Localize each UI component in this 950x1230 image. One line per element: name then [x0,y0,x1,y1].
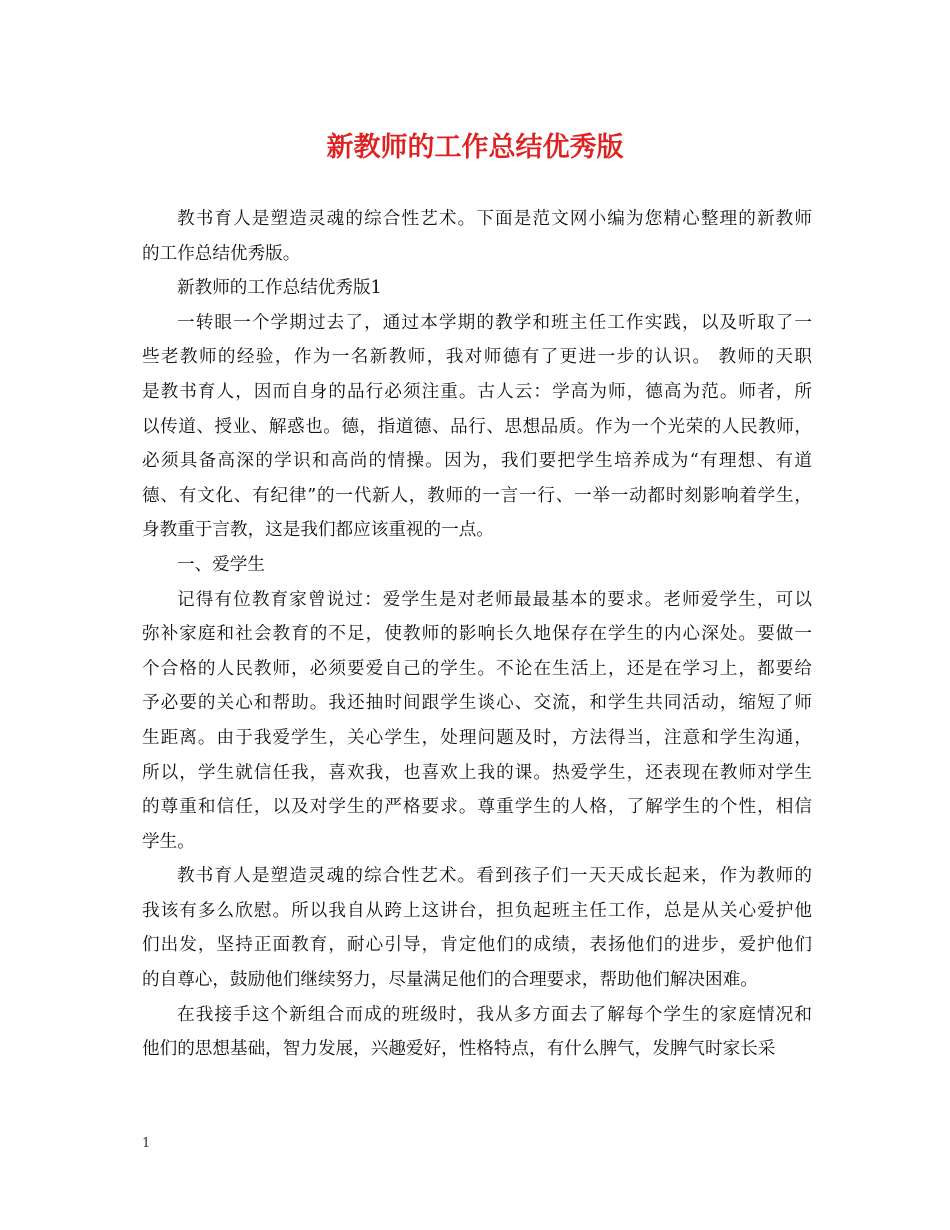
paragraph-line: 在我接手这个新组合而成的班级时，我从多方面去了解每个学生的家庭情况和 [177,1004,812,1025]
paragraph-line: 我该有多么欣慰。所以我自从跨上这讲台，担负起班主任工作，总是从关心爱护他 [142,900,812,921]
paragraph-line: 以传道、授业、解惑也。德，指道德、品行、思想品质。作为一个光荣的人民教师， [142,416,812,437]
paragraph [142,859,812,997]
paragraph-line: 教书育人是塑造灵魂的综合性艺术。看到孩子们一天天成长起来，作为教师的 [177,866,812,887]
paragraph-line: 的自尊心，鼓励他们继续努力，尽量满足他们的合理要求，帮助他们解决困难。 [142,970,758,991]
section-heading: 新教师的工作总结优秀版1 [177,278,382,299]
section-heading: 一、爱学生 [177,554,265,575]
page-number: 1 [142,1136,151,1151]
paragraph [142,306,812,548]
paragraph-line: 弥补家庭和社会教育的不足，使教师的影响长久地保存在学生的内心深处。要做一 [142,624,812,645]
paragraph [142,202,812,271]
paragraph [142,583,812,860]
paragraph-line: 学生。 [142,831,195,852]
paragraph-line: 个合格的人民教师，必须要爱自己的学生。不论在生活上，还是在学习上，都要给 [142,658,812,679]
paragraph-line: 他们的思想基础，智力发展，兴趣爱好，性格特点，有什么脾气，发脾气时家长采 [142,1039,776,1060]
paragraph-line: 必须具备高深的学识和高尚的情操。因为，我们要把学生培养成为“有理想、有道 [142,451,812,472]
paragraph-line: 些老教师的经验，作为一名新教师，我对师德有了更进一步的认识。 教师的天职 [142,347,812,368]
paragraph-line: 一转眼一个学期过去了，通过本学期的教学和班主任工作实践，以及听取了一 [177,312,812,333]
paragraph-line: 的尊重和信任，以及对学生的严格要求。尊重学生的人格，了解学生的个性，相信 [142,797,812,818]
paragraph-line: 们出发，坚持正面教育，耐心引导，肯定他们的成绩，表扬他们的进步，爱护他们 [142,935,812,956]
paragraph-line: 予必要的关心和帮助。我还抽时间跟学生谈心、交流，和学生共同活动，缩短了师 [142,693,812,714]
paragraph [142,998,812,1067]
paragraph-line: 德、有文化、有纪律”的一代新人，教师的一言一行、一举一动都时刻影响着学生， [142,485,812,506]
paragraph-line: 身教重于言教，这是我们都应该重视的一点。 [142,520,494,541]
paragraph-line: 记得有位教育家曾说过：爱学生是对老师最最基本的要求。老师爱学生，可以 [177,589,812,610]
paragraph-line: 所以，学生就信任我，喜欢我，也喜欢上我的课。热爱学生，还表现在教师对学生 [142,762,812,783]
paragraph-line: 的工作总结优秀版。 [142,243,301,264]
paragraph-line: 生距离。由于我爱学生，关心学生，处理问题及时，方法得当，注意和学生沟通， [142,727,812,748]
document-body [142,202,812,1067]
document-title: 新教师的工作总结优秀版 [326,132,624,163]
paragraph-line: 是教书育人，因而自身的品行必须注重。古人云：学高为师，德高为范。师者，所 [142,381,812,402]
paragraph-line: 教书育人是塑造灵魂的综合性艺术。下面是范文网小编为您精心整理的新教师 [177,209,812,229]
